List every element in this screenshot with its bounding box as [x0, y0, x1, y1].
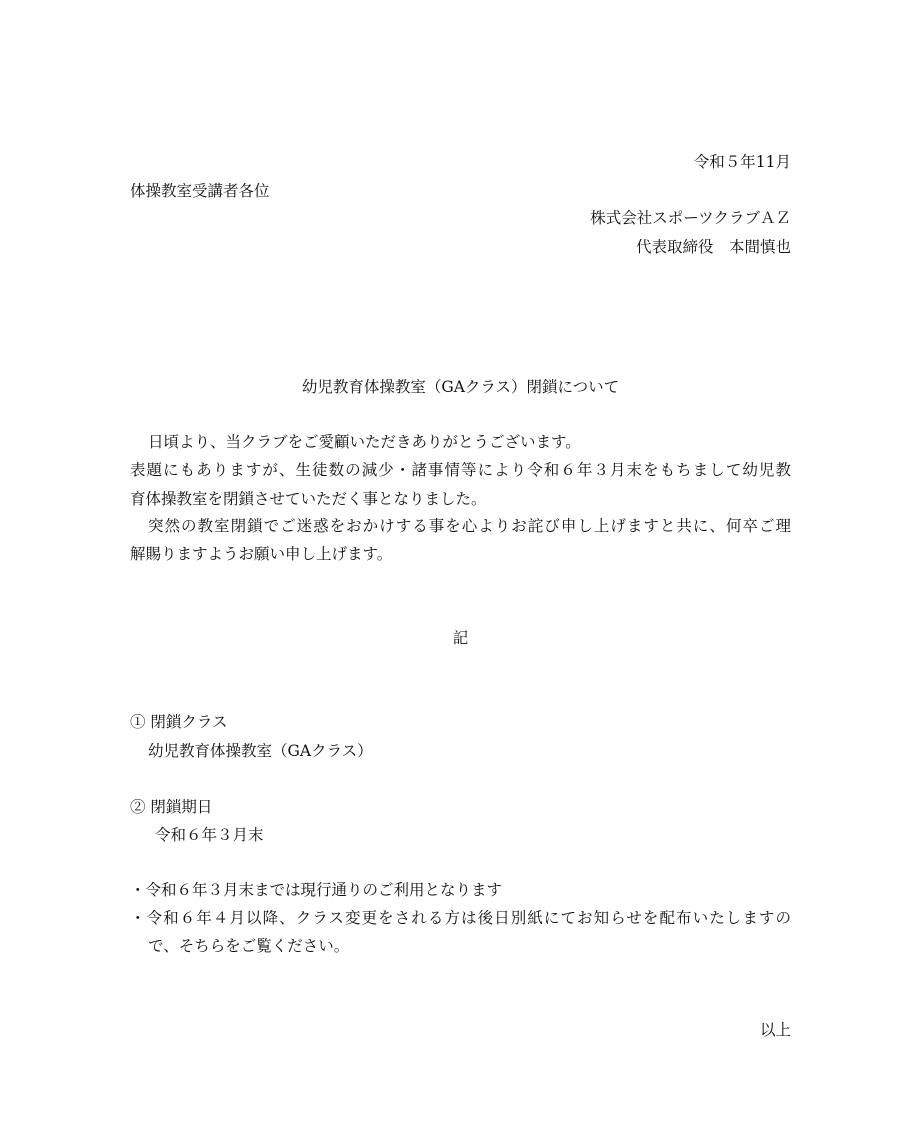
ki-heading: 記: [452, 629, 469, 647]
note-2-line-2: で、そちらをご覧ください。: [148, 937, 350, 955]
sender-company: 株式会社スポーツクラブＡＺ: [590, 209, 791, 227]
item-2-heading: ② 閉鎖期日: [130, 798, 213, 816]
recipient-line: 体操教室受講者各位: [130, 182, 270, 200]
note-2-line-1: ・令和６年４月以降、クラス変更をされる方は後日別紙にてお知らせを配布いたしますの: [130, 909, 791, 927]
sender-representative: 代表取締役 本間慎也: [635, 238, 791, 256]
document-date: 令和５年11月: [693, 153, 791, 171]
body-line-2: 表題にもありますが、生徒数の減少・諸事情等により令和６年３月末をもちまして幼児教: [130, 461, 791, 479]
item-1-content: 幼児教育体操教室（GAクラス）: [148, 742, 373, 760]
closing-remark: 以上: [759, 1021, 791, 1039]
document-title: 幼児教育体操教室（GAクラス）閉鎖について: [301, 378, 620, 396]
body-line-3: 育体操教室を閉鎖させていただく事となりました。: [130, 490, 487, 508]
item-1-heading: ① 閉鎖クラス: [130, 713, 228, 731]
body-line-5: 解賜りますようお願い申し上げます。: [130, 545, 393, 563]
item-2-content: 令和６年３月末: [155, 826, 264, 844]
note-1: ・令和６年３月末までは現行通りのご利用となります: [130, 881, 503, 899]
body-line-1: 日頃より、当クラブをご愛顧いただきありがとうございます。: [148, 433, 581, 451]
body-line-4: 突然の教室閉鎖でご迷惑をおかけする事を心よりお詫び申し上げますと共に、何卒ご理: [148, 517, 791, 535]
